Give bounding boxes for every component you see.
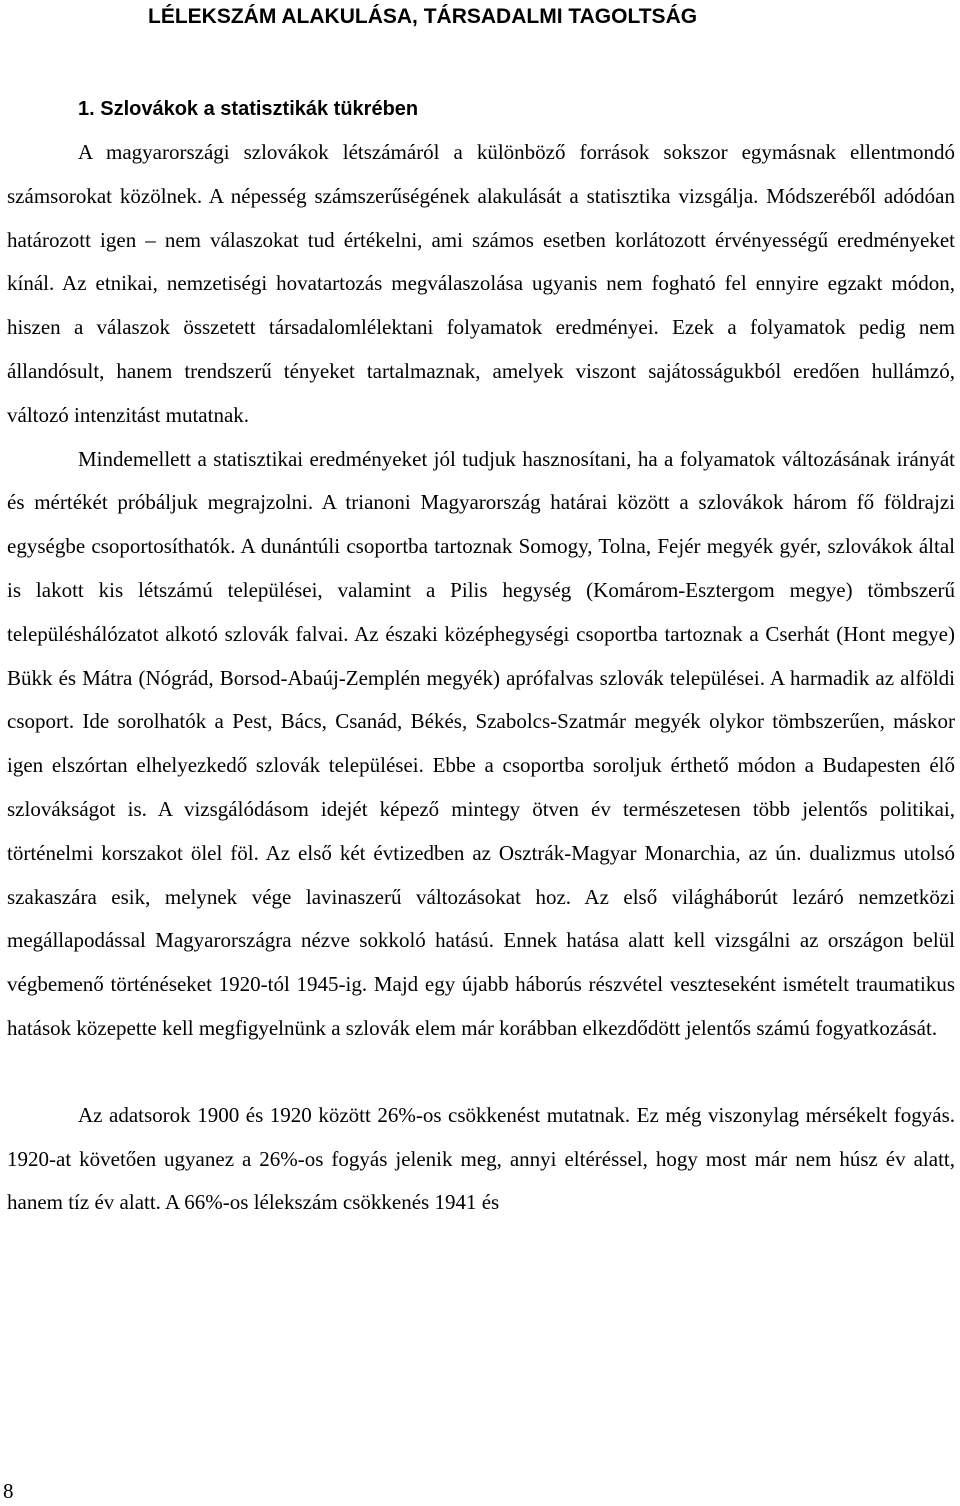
paragraph-1: A magyarországi szlovákok létszámáról a különböző források sokszor egymásnak ellentmondó számsorokat közölnek. A népesség számszerűségének alakulását a statisztika vizsgálja. Módszeréből adódóan határozott igen – nem válaszokat tud értékelni, ami számos esetben korlátozott érvényességű eredményeket kínál. Az etnikai, nemzetiségi hovatartozás megválaszolása ugyanis nem fogható fel ennyire egzakt módon, hiszen a válaszok összetett társadalomlélektani folyamatok eredményei. Ezek a folyamatok pedig nem állandósult, hanem trendszerű tényeket tartalmaznak, amelyek viszont sajátosságukból eredően hullámzó, változó intenzitást mutatnak.: [7, 140, 955, 427]
document-title: LÉLEKSZÁM ALAKULÁSA, TÁRSADALMI TAGOLTSÁG: [148, 5, 698, 28]
paragraph-2: Mindemellett a statisztikai eredményeket jól tudjuk hasznosítani, ha a folyamatok változásának irányát és mértékét próbáljuk megrajzolni. A trianoni Magyarország határai között a szlovákok három fő földrajzi egységbe csoportosíthatók. A dunántúli csoportba tartoznak Somogy, Tolna, Fejér megyék gyér, szlovákok által is lakott kis létszámú települései, valamint a Pilis hegység (Komárom-Esztergom megye) tömbszerű településhálózatot alkotó szlovák falvai. Az északi középhegységi csoportba tartoznak a Cserhát (Hont megye) Bükk és Mátra (Nógrád, Borsod-Abaúj-Zemplén megyék) aprófalvas szlovák települései. A harmadik az alföldi csoport. Ide sorolhatók a Pest, Bács, Csanád, Békés, Szabolcs-Szatmár megyék olykor tömbszerűen, máskor igen elszórtan elhelyezkedő szlovák települései. Ebbe a csoportba soroljuk érthető módon a Budapesten élő szlovákságot is. A vizsgálódásom idejét képező mintegy ötven év természetesen több jelentős politikai, történelmi korszakot ölel föl. Az első két évtizedben az Osztrák-Magyar Monarchia, az ún. dualizmus utolsó szakaszára esik, melynek vége lavinaszerű változásokat hoz. Az első világháborút lezáró nemzetközi megállapodással Magyarországra nézve sokkoló hatású. Ennek hatása alatt kell vizsgálni az országon belül végbemenő történéseket 1920-tól 1945-ig. Majd egy újabb háborús részvétel veszteseként ismételt traumatikus hatások közepette kell megfigyelnünk a szlovák elem már korábban elkezdődött jelentős számú fogyatkozását.: [7, 446, 955, 1040]
paragraph-3: Az adatsorok 1900 és 1920 között 26%-os csökkenést mutatnak. Ez még viszonylag mérsékelt fogyás. 1920-at követően ugyanez a 26%-os fogyás jelenik meg, annyi eltéréssel, hogy most már nem húsz év alatt, hanem tíz év alatt. A 66%-os lélekszám csökkenés 1941 és: [7, 1102, 955, 1215]
section-heading: 1. Szlovákok a statisztikák tükrében: [78, 98, 419, 120]
page-number: 8: [3, 1479, 14, 1503]
body-text: [7, 131, 955, 1225]
